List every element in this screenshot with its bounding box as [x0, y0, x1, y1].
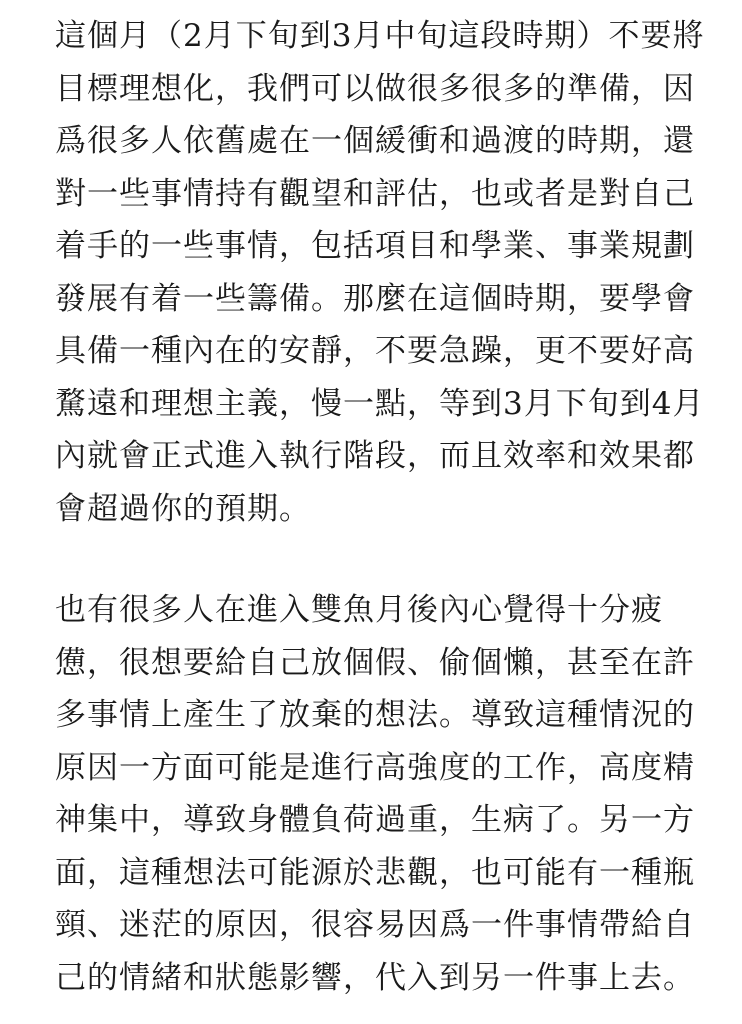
text-line: 發展有着一些籌備。那麼在這個時期，要學會: [55, 280, 695, 317]
paragraph-2: [55, 584, 715, 1004]
text-line: 憊，很想要給自己放個假、偷個懶，甚至在許: [55, 644, 695, 681]
text-line: 多事情上產生了放棄的想法。導致這種情況的: [55, 697, 695, 733]
text-line: 會超過你的預期。: [55, 490, 311, 527]
text-line: 內就會正式進入執行階段，而且效率和效果都: [55, 438, 695, 474]
text-line: 目標理想化，我們可以做很多很多的準備，因: [55, 70, 695, 107]
text-line: 原因一方面可能是進行高強度的工作，高度精: [55, 749, 695, 786]
text-line: 騖遠和理想主義，慢一點，等到3月下旬到4月: [55, 385, 705, 422]
text-line: 面，這種想法可能源於悲觀，也可能有一種瓶: [55, 854, 695, 891]
text-line: 具備一種內在的安靜，不要急躁，更不要好高: [55, 333, 695, 369]
text-line: 着手的一些事情，包括項目和學業、事業規劃: [55, 228, 695, 264]
text-line: 神集中，導致身體負荷過重，生病了。另一方: [55, 802, 695, 838]
text-line: 這個月（2月下旬到3月中旬這段時期）不要將: [55, 18, 705, 54]
paragraph-1: [55, 10, 715, 535]
text-line: 對一些事情持有觀望和評估，也或者是對自己: [55, 175, 695, 212]
text-line: 己的情緒和狀態影響，代入到另一件事上去。: [55, 959, 695, 996]
text-line: 爲很多人依舊處在一個緩衝和過渡的時期，還: [55, 123, 695, 159]
text-line: 也有很多人在進入雙魚月後內心覺得十分疲: [55, 592, 663, 628]
text-line: 頸、迷茫的原因，很容易因爲一件事情帶給自: [55, 907, 695, 943]
